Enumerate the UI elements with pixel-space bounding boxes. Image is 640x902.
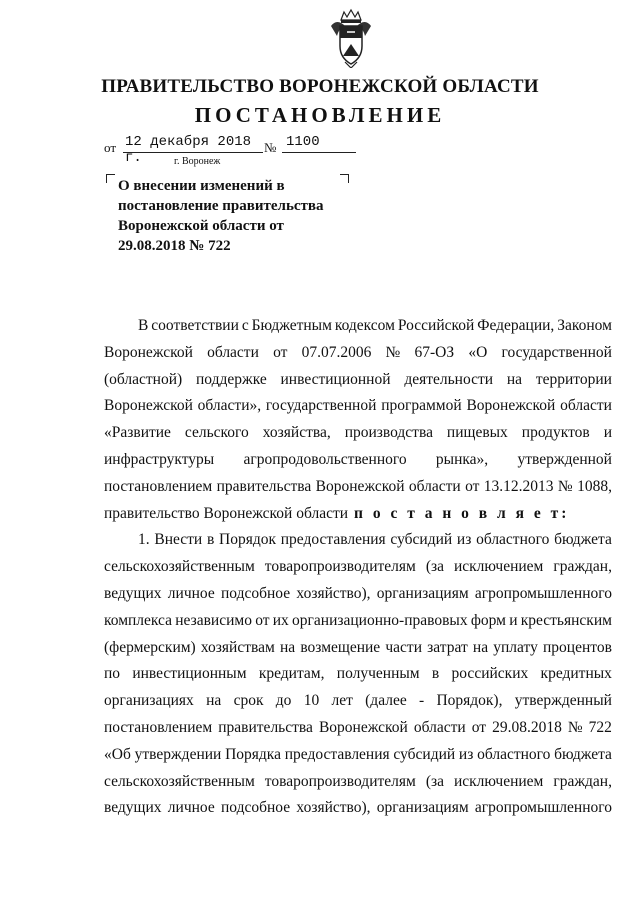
- body-word: бюджета: [554, 745, 612, 763]
- body-word: 13.12.2013: [483, 477, 554, 495]
- body-word: (фермерским): [104, 638, 196, 656]
- body-line: [104, 688, 612, 715]
- body-word: на: [506, 370, 523, 388]
- document-body: [104, 313, 612, 822]
- body-line: [104, 420, 612, 447]
- body-word: инвестиционным: [132, 665, 247, 683]
- body-word: Воронежской: [466, 397, 556, 415]
- body-word: по: [104, 665, 121, 683]
- body-word: хозяйство),: [296, 584, 371, 602]
- body-line: [104, 447, 612, 474]
- body-word: от: [465, 477, 480, 495]
- body-word: затрат: [427, 638, 468, 656]
- body-word: правительства: [218, 718, 313, 736]
- subject-bracket-left: [106, 174, 115, 183]
- body-word: подсобное: [221, 799, 291, 817]
- body-word: их: [272, 611, 289, 629]
- body-line: [104, 554, 612, 581]
- body-line: [104, 769, 612, 796]
- document-type: ПОСТАНОВЛЕНИЕ: [194, 103, 446, 127]
- body-word: территории: [535, 370, 612, 388]
- body-word: производства: [344, 424, 433, 442]
- body-line: [104, 527, 612, 554]
- body-word: части: [385, 638, 422, 656]
- body-word: сельскохозяйственным: [104, 772, 255, 790]
- government-title: ПРАВИТЕЛЬСТВО ВОРОНЕЖСКОЙ ОБЛАСТИ: [101, 76, 539, 97]
- body-line: [104, 715, 612, 742]
- body-word: форм: [470, 611, 506, 629]
- body-word: инфраструктуры: [104, 450, 215, 468]
- body-word: агропромышленного: [474, 799, 612, 817]
- body-word: хозяйство),: [296, 799, 371, 817]
- document-subject: [118, 176, 348, 256]
- body-word: кредитных: [540, 665, 612, 683]
- body-word: российских: [451, 665, 529, 683]
- body-word: и: [603, 424, 612, 442]
- body-word: 07.07.2006: [301, 343, 372, 361]
- body-word: на: [279, 638, 296, 656]
- body-word: Воронежской: [104, 343, 193, 361]
- body-word: Воронежской: [315, 477, 405, 495]
- body-word: Порядок: [219, 531, 277, 549]
- body-word: 10: [303, 692, 320, 710]
- body-word: (далее: [365, 692, 407, 710]
- body-line: [104, 661, 612, 688]
- body-word: государственной: [501, 343, 612, 361]
- body-word: лет: [331, 692, 353, 710]
- body-word: агропромышленного: [474, 584, 612, 602]
- body-word: утверждении: [134, 745, 222, 763]
- body-word: пищевых: [446, 424, 508, 442]
- subject-line: О внесении изменений в: [118, 178, 285, 194]
- body-word: постановлением: [104, 718, 213, 736]
- subject-line: постановление правительства: [118, 198, 324, 214]
- body-word: уплату: [493, 638, 538, 656]
- body-word: области: [413, 718, 466, 736]
- body-word: исключением: [453, 772, 544, 790]
- document-date: 12 декабря 2018 г.: [123, 134, 263, 153]
- subject-line: 29.08.2018 № 722: [118, 238, 231, 254]
- body-word: поддержке: [195, 370, 267, 388]
- body-word: Порядка: [225, 745, 281, 763]
- body-word: 29.08.2018: [492, 718, 562, 736]
- number-label: №: [264, 140, 277, 155]
- body-word: крестьянским: [520, 611, 612, 629]
- body-word: сельского: [184, 424, 249, 442]
- body-word: Законом: [557, 317, 612, 334]
- body-word: рынка»,: [435, 450, 489, 468]
- body-word: Внести: [154, 531, 203, 549]
- body-word: ведущих: [104, 799, 162, 817]
- body-word: 1088,: [577, 477, 612, 495]
- body-word: срок: [233, 692, 264, 710]
- body-word: хозяйства,: [262, 424, 331, 442]
- body-word: полученным: [336, 665, 420, 683]
- body-word: «Развитие: [104, 424, 171, 442]
- body-word: государственной: [265, 397, 377, 415]
- body-word: независимо: [175, 611, 252, 629]
- body-word: процентов: [543, 638, 612, 656]
- body-word: «О: [468, 343, 488, 361]
- body-word: и: [509, 611, 518, 629]
- body-line: [104, 474, 612, 501]
- body-word: из: [456, 531, 472, 549]
- body-line: [104, 393, 612, 420]
- body-line: [104, 581, 612, 608]
- body-word: подсобное: [221, 584, 291, 602]
- body-word: организациях: [104, 692, 194, 710]
- body-word: Воронежской: [318, 718, 408, 736]
- body-word: -: [418, 692, 425, 710]
- body-word: предоставления: [280, 531, 386, 549]
- body-word: №: [557, 477, 573, 495]
- body-word: в: [206, 531, 215, 549]
- body-word: Воронежской: [104, 397, 193, 415]
- body-word: области: [207, 343, 259, 361]
- body-word: утвержденной: [517, 450, 612, 468]
- body-word: Бюджетным: [251, 317, 332, 334]
- body-word: (за: [425, 772, 444, 790]
- body-word: от: [471, 718, 487, 736]
- body-word: утвержденный: [514, 692, 612, 710]
- body-word: области: [408, 477, 461, 495]
- voronezh-coat-of-arms-icon: [327, 8, 375, 68]
- body-word: кодексом: [334, 317, 395, 334]
- body-word: №: [385, 343, 401, 361]
- body-word: организационно-правовых: [292, 611, 468, 629]
- body-word: на: [206, 692, 222, 710]
- body-word: 1.: [138, 531, 150, 549]
- body-line: [104, 367, 612, 394]
- body-word: товаропроизводителям: [264, 558, 416, 576]
- body-word: возмещение: [300, 638, 381, 656]
- body-word: личное: [167, 799, 215, 817]
- document-number: 1100: [282, 134, 356, 153]
- body-word: областного: [477, 745, 551, 763]
- body-word: хозяйствам: [200, 638, 275, 656]
- body-word: субсидий: [390, 531, 453, 549]
- body-word: личное: [167, 584, 215, 602]
- body-word: программой: [381, 397, 462, 415]
- body-word: от: [255, 611, 270, 629]
- body-word: субсидий: [393, 745, 456, 763]
- body-word: граждан,: [553, 772, 612, 790]
- body-word: бюджета: [554, 531, 612, 549]
- body-word: области: [560, 397, 612, 415]
- body-word: сельскохозяйственным: [104, 558, 255, 576]
- body-word: (областной): [104, 370, 183, 388]
- body-line: [104, 635, 612, 662]
- from-label: от: [104, 140, 117, 155]
- body-word: агропродовольственного: [243, 450, 407, 468]
- body-word: 722: [588, 718, 612, 736]
- body-word: постановлением: [104, 477, 213, 495]
- body-word: от: [273, 343, 288, 361]
- body-line: [104, 795, 612, 822]
- subject-line: Воронежской области от: [118, 218, 284, 234]
- body-word: до: [275, 692, 292, 710]
- body-line: [104, 340, 612, 367]
- body-word: областного: [476, 531, 550, 549]
- body-word: (за: [425, 558, 444, 576]
- body-word: с: [241, 317, 249, 334]
- body-word: соответствии: [151, 317, 239, 334]
- body-word: из: [458, 745, 474, 763]
- body-line: [104, 742, 612, 769]
- body-word: Порядок),: [436, 692, 503, 710]
- body-word: правительства: [216, 477, 312, 495]
- body-line: [104, 313, 612, 340]
- body-word: организациям: [376, 799, 469, 817]
- body-word: на: [472, 638, 489, 656]
- body-line: [104, 608, 612, 635]
- body-word: товаропроизводителям: [264, 772, 416, 790]
- body-word: комплекса: [104, 611, 173, 629]
- body-word: организациям: [376, 584, 469, 602]
- body-word: граждан,: [553, 558, 612, 576]
- body-word: В: [138, 317, 149, 334]
- body-word: кредитам,: [258, 665, 325, 683]
- body-word: Российской: [397, 317, 475, 334]
- body-word: Федерации,: [477, 317, 555, 334]
- body-word: исключением: [453, 558, 544, 576]
- body-word: инвестиционной: [280, 370, 391, 388]
- body-line: [104, 501, 612, 528]
- resolution-keyword: п о с т а н о в л я е т:: [354, 504, 570, 522]
- body-word: продуктов: [521, 424, 590, 442]
- city-label: г. Воронеж: [174, 156, 221, 167]
- body-word: области»,: [197, 397, 262, 415]
- body-word: ведущих: [104, 584, 162, 602]
- body-word: предоставления: [284, 745, 390, 763]
- body-word: 67-ОЗ: [414, 343, 455, 361]
- body-word: в: [431, 665, 440, 683]
- body-text-span: правительство Воронежской области: [104, 504, 349, 522]
- body-word: деятельности: [404, 370, 494, 388]
- body-word: №: [567, 718, 583, 736]
- body-word: «Об: [104, 745, 131, 763]
